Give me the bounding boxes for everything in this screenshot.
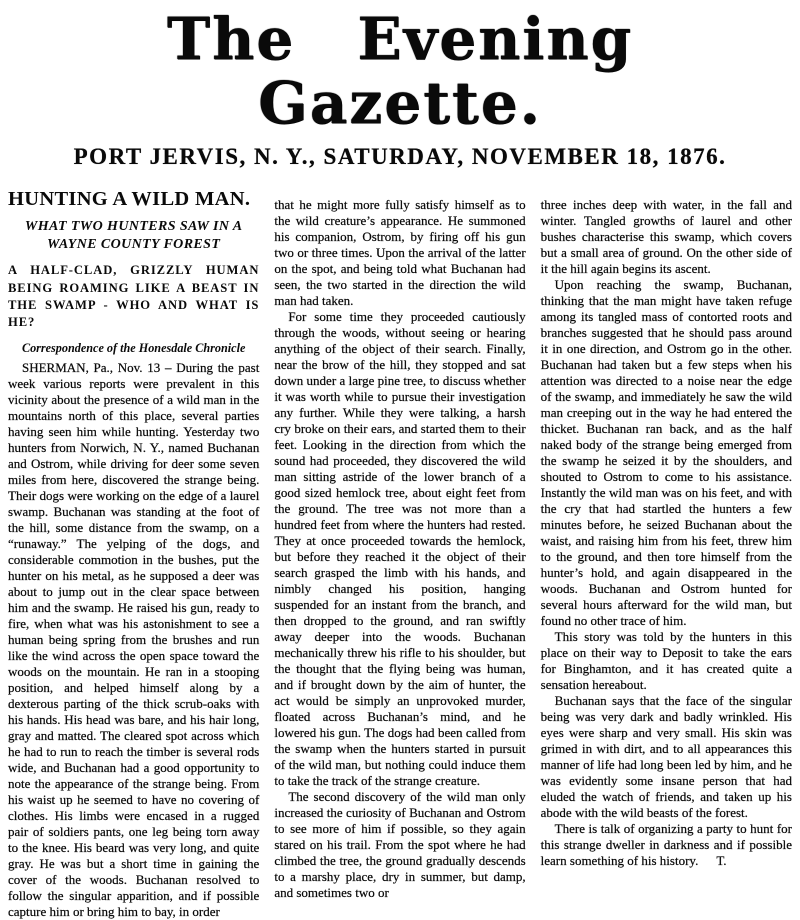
article-byline: Correspondence of the Honesdale Chronicle <box>21 340 246 355</box>
article-column-3 <box>541 188 792 920</box>
article-paragraph: SHERMAN, Pa., Nov. 13 – During the past week various reports were prevalent in this vicinity about the presence of a wild man in the mountains north of this place, several parties having seen him while hunting. Yesterday two hunters from Norwich, N. Y., named Buchanan and Ostrom, while driving for deer some seven miles from here, discovered the strange being. Their dogs were working on the edge of a laurel swamp. Buchanan was standing at the foot of the hill, some distance from the swamp, on a “runaway.” The yelping of the dogs, and considerable commotion in the bushes, put the hunter on his metal, as he supposed a deer was about to jump out in the clear space between him and the swamp. He raised his gun, ready to fire, when what was his astonishment to see a human being spring from the brushes and run like the wind across the open space toward the woods on the mountain. He ran in a stooping position, and helped himself along by a dexterous parting of the thick scrub-oaks with his hands. His head was bare, and his hair long, gray and matted. The cleared spot across which he had to run to reach the timber is several rods wide, and Buchanan had a good opportunity to note the appearance of the strange being. From his waist up he seemed to have no covering of clothes. His limbs were encased in a rugged pair of soldiers pants, one leg being torn away to the knee. His beard was very long, and quite gray. He was but a short time in gaining the cover of the woods. Buchanan resolved to follow the singular apparition, and if possible capture him or bring him to bay, in order <box>8 359 260 919</box>
masthead <box>6 5 794 170</box>
column-1-paragraphs <box>8 360 259 920</box>
article-paragraph: Buchanan says that the face of the singular being was very dark and badly wrinkled. His eyes were sharp and very small. His skin was grimed in with dirt, and to all appearances this manner of life had long been led by him, and he was evidently some insane person that had eluded the watch of friends, and taken up his abode with the wild beasts of the forest. <box>540 692 792 820</box>
masthead-dateline: PORT JERVIS, N. Y., SATURDAY, NOVEMBER 18, 1876. <box>73 143 727 169</box>
article-column-2 <box>274 188 525 920</box>
article-column-1 <box>8 188 259 920</box>
article-subhead-secondary: A HALF-CLAD, GRIZZLY HUMAN BEING ROAMING LIKE A BEAST IN THE SWAMP - WHO AND WHAT IS HE? <box>8 263 260 330</box>
article-subhead-primary: WHAT TWO HUNTERS SAW IN A WAYNE COUNTY FOREST <box>24 219 243 252</box>
author-signature: T. <box>716 852 727 868</box>
article-paragraph: that he might more fully satisfy himself as to the wild creature’s appearance. He summoned his companion, Ostrom, by firing off his gun two or three times. Upon the arrival of the latter on the spot, and being told what Buchanan had seen, the two started in the direction the wild man had taken. <box>274 196 526 308</box>
article-paragraph: The second discovery of the wild man only increased the curiosity of Buchanan and Ostrom to see more of him if possible, so they again stared on his trail. From the spot where he had climbed the tree, the ground gradually descends to a marshy place, dry in summer, but damp, and sometimes two or <box>274 788 526 900</box>
article-paragraph: three inches deep with water, in the fall and winter. Tangled growths of laurel and other bushes characterise this swamp, which covers but a small area of ground. On the other side of it the hill again begins its ascent. <box>540 196 792 276</box>
article-body <box>6 188 794 920</box>
article-headline: HUNTING A WILD MAN. <box>8 187 251 210</box>
newspaper-title: The Evening Gazette. <box>166 5 634 137</box>
article-paragraph: For some time they proceeded cautiously through the woods, without seeing or hearing anything of the object of their search. Finally, near the brow of the hill, they stopped and sat down under a large pine tree, to discuss whether it was worth while to pursue their investigation any further. While they were talking, a harsh cry broke on their ears, and started them to their feet. Looking in the direction from which the sound had proceeded, they discovered the wild man sitting astride of the lower branch of a good sized hemlock tree, about eight feet from the ground. The tree was not more than a hundred feet from where the hunters had rested. They at once proceeded towards the hemlock, but before they reached it the object of their search grasped the limb with his hands, and nimbly changed his position, hanging suspended for an instant from the branch, and then dropped to the ground, and ran swiftly away deeper into the woods. Buchanan mechanically threw his rifle to his shoulder, but the thought that the flying being was human, and if brought down by the aim of hunter, the act would be simply an unprovoked murder, floated across Buchanan’s mind, and he lowered his gun. The dogs had been called from the swamp when the hunters started in pursuit of the wild man, but nothing could induce them to take the track of the strange creature. <box>274 308 526 788</box>
article-paragraph: Upon reaching the swamp, Buchanan, thinking that the man might have taken refuge among its tangled mass of contorted roots and branches suggested that he should pass around it in one direction, and Ostrom go in the other. Buchanan had taken but a few steps when his attention was directed to a noise near the edge of the swamp, and immediately he saw the wild man creeping out in the way he had entered the thicket. Buchanan ran back, and as the half naked body of the strange being emerged from the swamp he seized it by the shoulders, and shouted to Ostrom to come to his assistance. Instantly the wild man was on his feet, and with the cry that had startled the hunters a few minutes before, he seized Buchanan about the waist, and raising him from his feet, threw him to the ground, and then tore himself from the hunter’s hold, and again disappeared in the woods. Buchanan and Ostrom hunted for several hours afterward for the wild man, but found no other trace of him. <box>540 276 792 628</box>
article-paragraph: This story was told by the hunters in this place on their way to Deposit to take the ears for Binghamton, and it has created quite a sensation hereabout. <box>540 628 792 692</box>
article-paragraph: There is talk of organizing a party to hunt for this strange dweller in darkness and if possible learn something of his history. T. <box>540 820 792 868</box>
